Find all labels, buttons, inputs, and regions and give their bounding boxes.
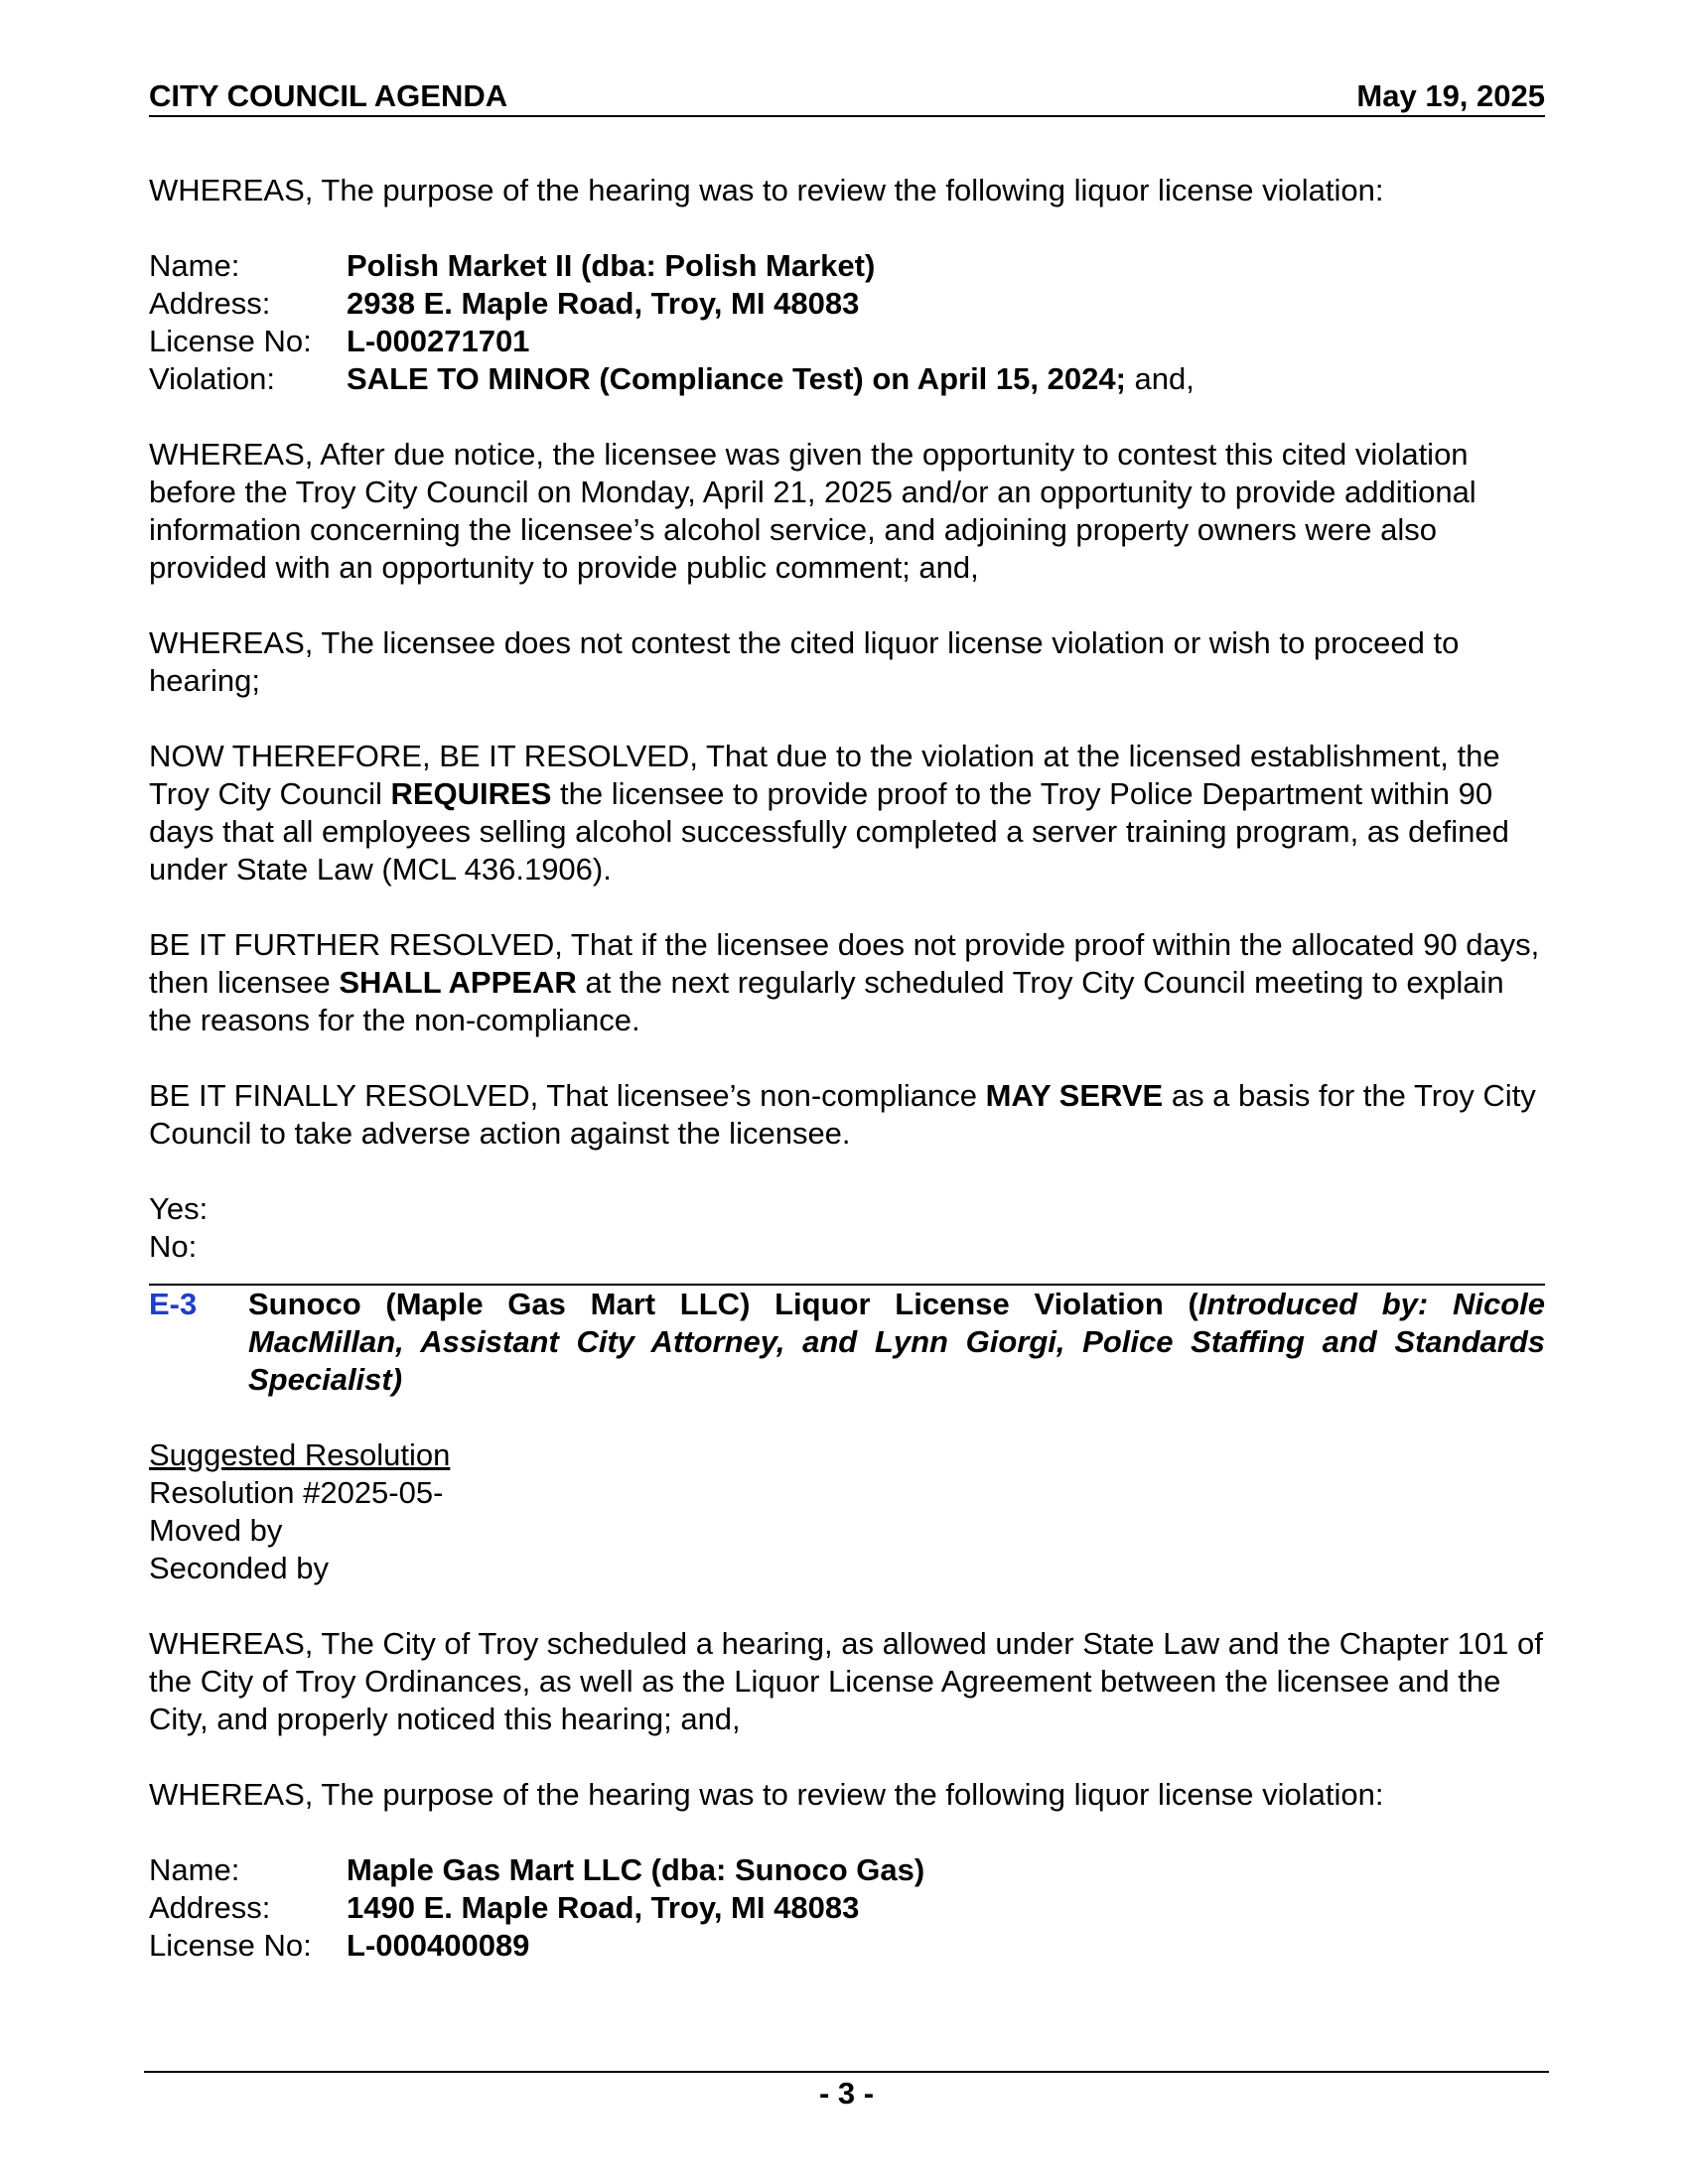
address-label: Address: [149,286,271,321]
name-label: Name: [149,248,240,283]
address-label: Address: [149,1890,271,1925]
whereas-scheduled: WHEREAS, The City of Troy scheduled a hearing, as allowed under State Law and the Chapter 101 of the City of Troy Ordinances, as well as the Liquor License Agreement between the licensee and the City, and properly noticed this hearing; and, [149,1626,1543,1736]
resolution-number: Resolution #2025-05- [149,1475,444,1510]
licensee-address: 1490 E. Maple Road, Troy, MI 48083 [347,1890,860,1925]
finally-emphasis: MAY SERVE [985,1078,1164,1113]
finally-text-b: as a basis for the Troy City Council to take adverse action against the licensee. [149,1078,1536,1151]
violation-label: Violation: [149,361,275,396]
license-label: License No: [149,1928,312,1963]
license-number: L-000400089 [347,1928,530,1963]
item-number: E-3 [149,1287,198,1321]
page-header [149,77,1545,117]
suggested-heading: Suggested Resolution [149,1437,451,1472]
page-footer [144,2071,1549,2113]
whereas-not-contest: WHEREAS, The licensee does not contest the cited liquor license violation or wish to proceed to hearing; [149,625,1460,698]
page-number: - 3 - [818,2076,875,2111]
resolved-text-b: the licensee to provide proof to the Troy Police Department within 90 days that all employees selling alcohol successfully completed a server training program, as defined under State Law (MCL 436.1906). [149,776,1509,887]
suggested-resolution [149,1436,1545,1587]
agenda-item-e3 [149,1286,1545,1399]
further-text-a: BE IT FURTHER RESOLVED, That if the licensee does not provide proof within the allocated 90 days, then licensee [149,927,1540,1000]
licensee-address: 2938 E. Maple Road, Troy, MI 48083 [347,286,860,321]
finally-resolved [149,1077,1545,1153]
name-label: Name: [149,1852,240,1887]
vote-no: No: [149,1229,198,1264]
vote-yes: Yes: [149,1191,209,1226]
seconded-by: Seconded by [149,1551,329,1585]
finally-text-a: BE IT FINALLY RESOLVED, That licensee’s non-compliance [149,1078,986,1113]
licensee-name: Maple Gas Mart LLC (dba: Sunoco Gas) [347,1852,925,1887]
violation-text: SALE TO MINOR (Compliance Test) on April 15, 2024; [347,361,1126,396]
moved-by: Moved by [149,1513,283,1548]
license-details-1 [149,247,1545,398]
violation-tail: and, [1125,361,1195,396]
agenda-page [149,77,1545,1965]
header-title: CITY COUNCIL AGENDA [149,78,508,113]
whereas-purpose-2: WHEREAS, The purpose of the hearing was to review the following liquor license violation: [149,1777,1384,1812]
item-introduced-by: Introduced by: Nicole MacMillan, Assistant City Attorney, and Lynn Giorgi, Police Staffing and Standards Specialist) [248,1287,1545,1397]
licensee-name: Polish Market II (dba: Polish Market) [347,248,876,283]
further-resolved [149,926,1545,1039]
license-number: L-000271701 [347,324,530,358]
now-therefore-resolved [149,738,1545,888]
further-emphasis: SHALL APPEAR [339,965,577,1000]
further-text-b: at the next regularly scheduled Troy City Council meeting to explain the reasons for the non-compliance. [149,965,1504,1037]
whereas-purpose-1: WHEREAS, The purpose of the hearing was to review the following liquor license violation: [149,173,1384,207]
license-label: License No: [149,324,312,358]
resolved-emphasis: REQUIRES [390,776,552,811]
whereas-notice: WHEREAS, After due notice, the licensee was given the opportunity to contest this cited violation before the Troy City Council on Monday, April 21, 2025 and/or an opportunity to provide additional information concerning the licensee’s alcohol service, and adjoining property owners were also provided with an opportunity to provide public comment; and, [149,437,1477,585]
resolved-text-a: NOW THEREFORE, BE IT RESOLVED, That due to the violation at the licensed establishment, the Troy City Council [149,739,1500,811]
license-details-2 [149,1851,1545,1965]
item-title: Sunoco (Maple Gas Mart LLC) Liquor License Violation ( [248,1287,1198,1321]
header-date: May 19, 2025 [1356,78,1545,113]
